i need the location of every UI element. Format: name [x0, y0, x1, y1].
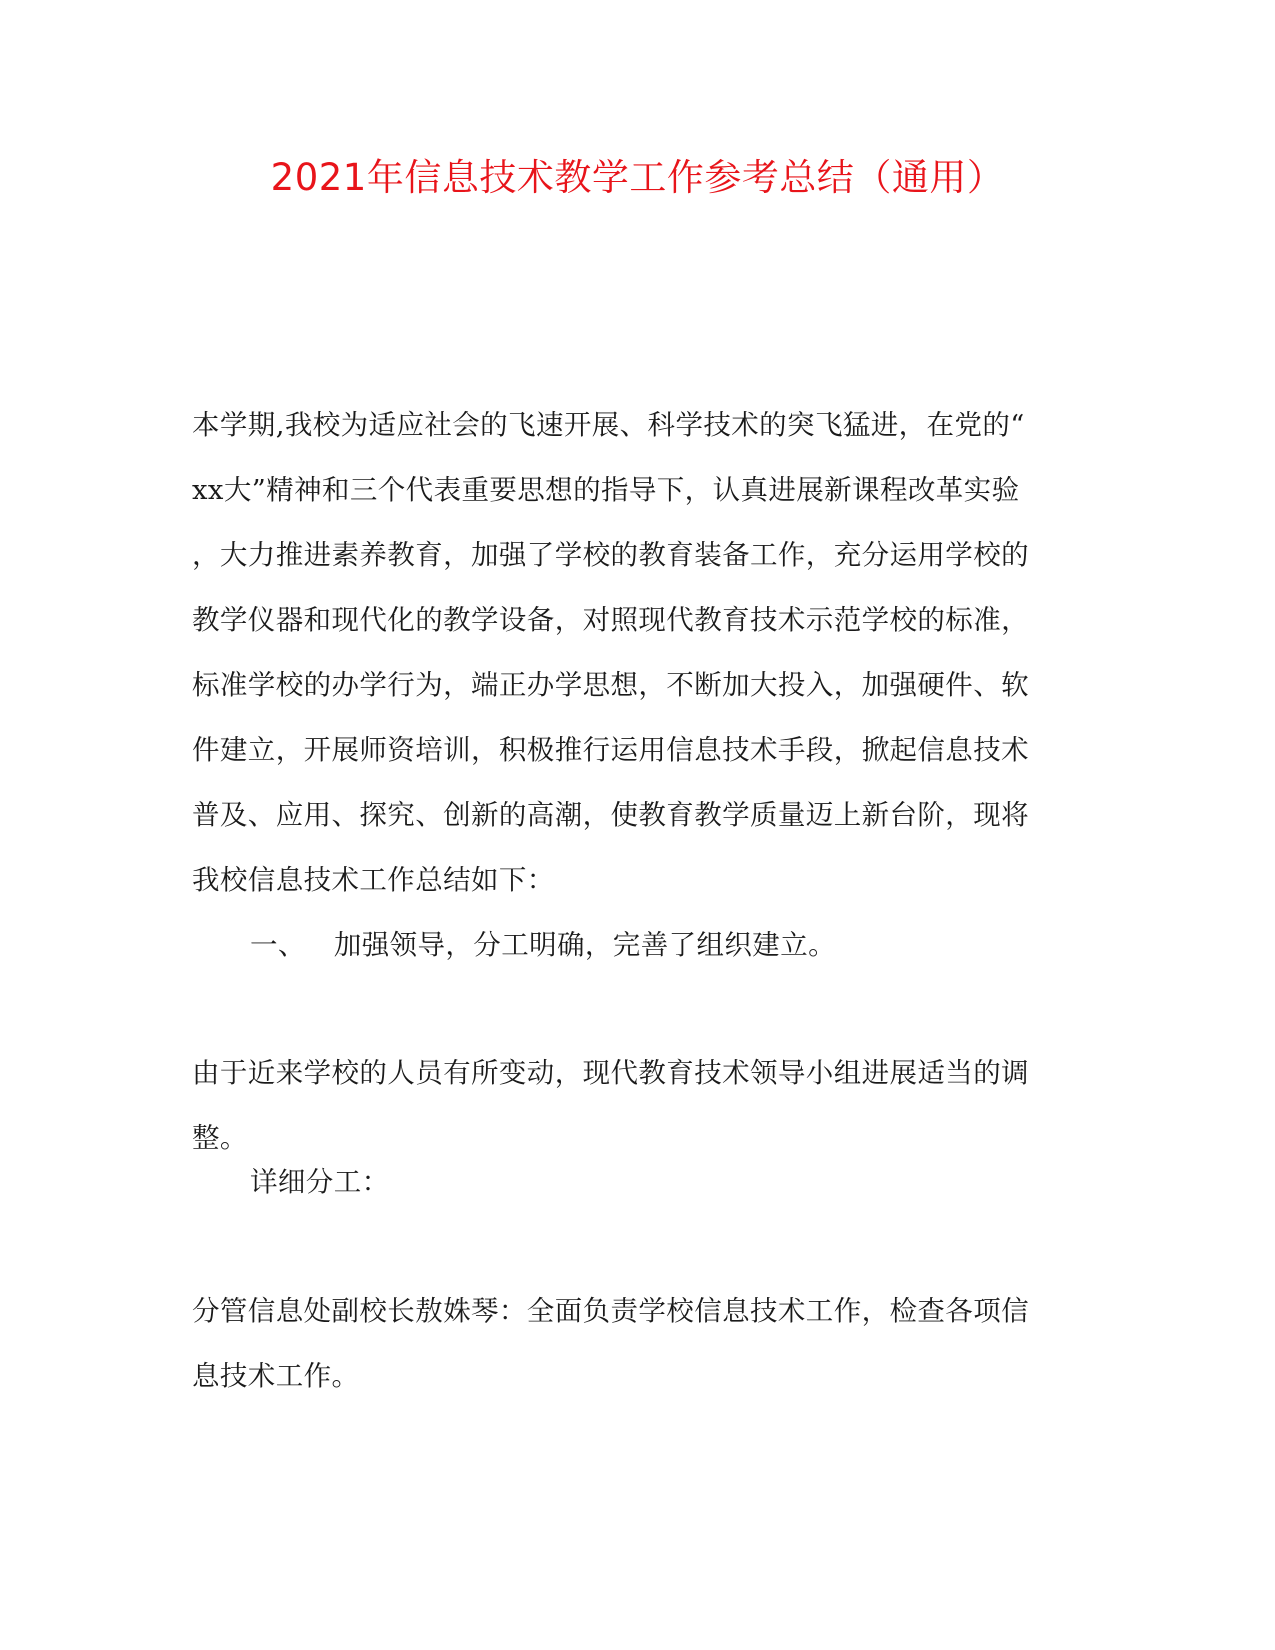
paragraph-line: 整。 — [192, 1122, 248, 1154]
paragraph-line: 息技术工作。 — [192, 1360, 360, 1392]
paragraph-line: 本学期,我校为适应社会的飞速开展、科学技术的突飞猛进，在党的“ — [192, 409, 1025, 441]
intro-paragraph — [192, 393, 1068, 913]
paragraph-line: xx大”精神和三个代表重要思想的指导下，认真进展新课程改革实验 — [192, 474, 1020, 506]
section-heading-line — [192, 913, 1068, 978]
division-label: 详细分工： — [250, 1166, 390, 1198]
paragraph-line: 标准学校的办学行为，端正办学思想，不断加大投入，加强硬件、软 — [192, 669, 1029, 701]
section-number: 一、 — [250, 929, 306, 961]
paragraph-line: 普及、应用、探究、创新的高潮，使教育教学质量迈上新台阶，现将 — [192, 799, 1029, 831]
section-text: 加强领导，分工明确，完善了组织建立。 — [333, 929, 837, 961]
paragraph-line: 件建立，开展师资培训，积极推行运用信息技术手段，掀起信息技术 — [192, 734, 1029, 766]
section-heading-1 — [192, 913, 1068, 978]
paragraph-line: 教学仪器和现代化的教学设备，对照现代教育技术示范学校的标准， — [192, 604, 1029, 636]
document-title: 2021年信息技术教学工作参考总结（通用） — [270, 156, 1005, 199]
duty-paragraph — [192, 1279, 1068, 1409]
paragraph-line: 由于近来学校的人员有所变动，现代教育技术领导小组进展适当的调 — [192, 1057, 1029, 1089]
paragraph-line: 分管信息处副校长敖姝琴：全面负责学校信息技术工作，检查各项信 — [192, 1295, 1029, 1327]
paragraph-line: ，大力推进素养教育，加强了学校的教育装备工作，充分运用学校的 — [192, 539, 1029, 571]
division-label-block — [192, 1150, 1068, 1215]
paragraph-line: 我校信息技术工作总结如下： — [192, 864, 555, 896]
